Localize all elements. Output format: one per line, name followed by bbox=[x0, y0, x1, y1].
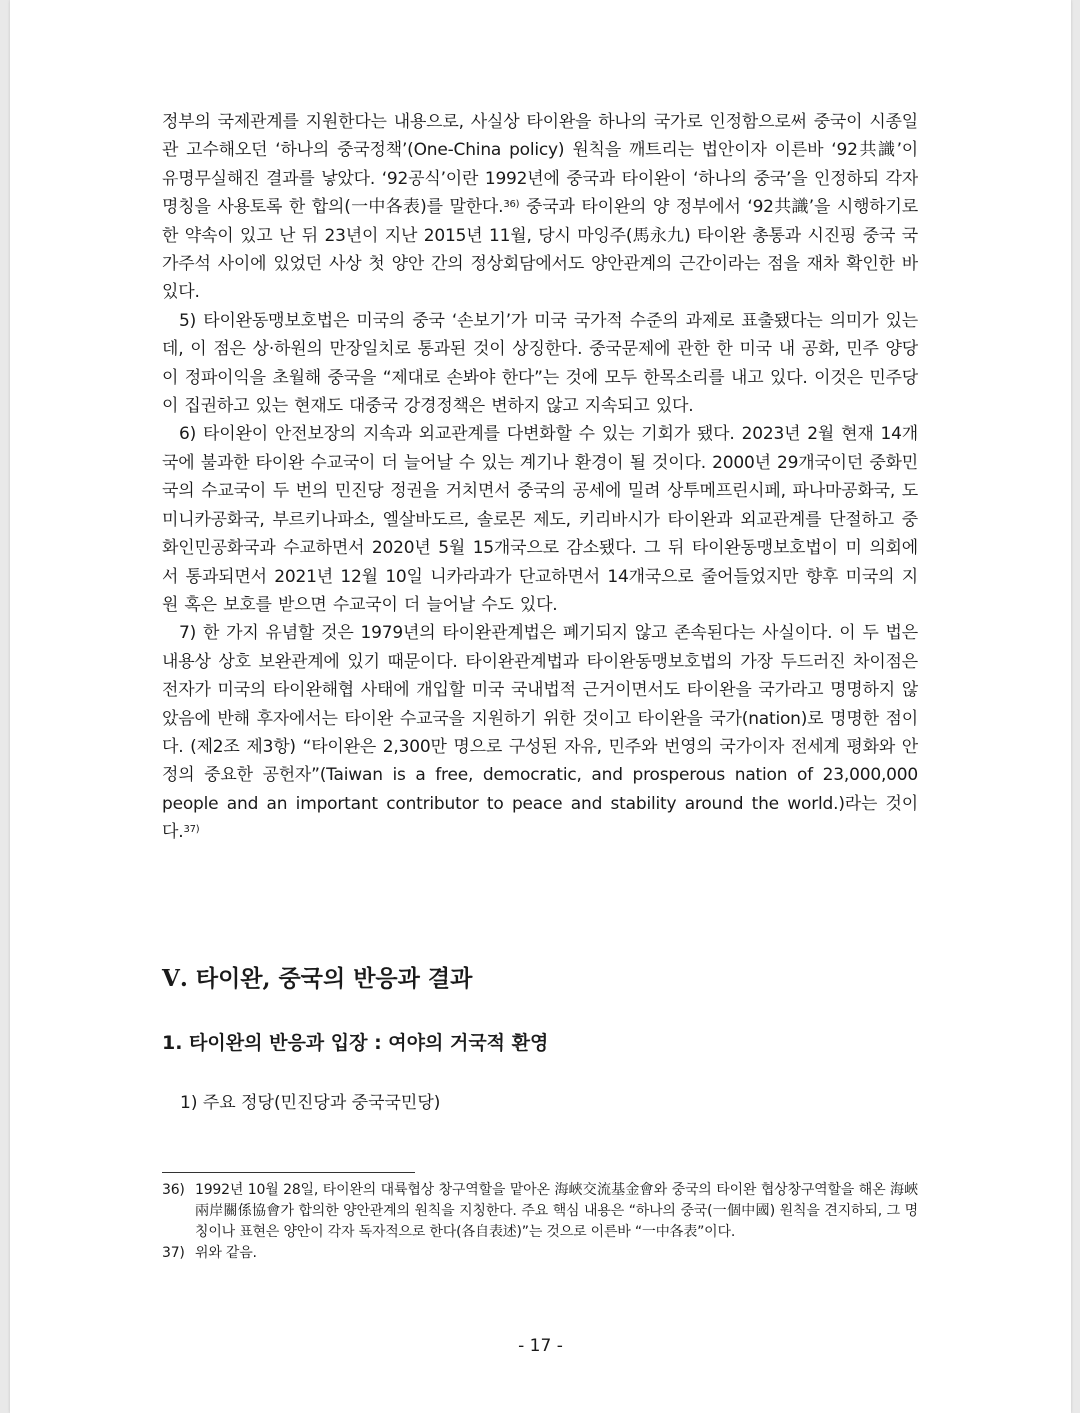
item-heading: 1) 주요 정당(민진당과 중국국민당) bbox=[180, 1093, 441, 1113]
footnote-divider bbox=[162, 1172, 415, 1173]
section-heading: Ⅴ. 타이완, 중국의 반응과 결과 bbox=[162, 965, 473, 992]
footnote-item bbox=[162, 1243, 918, 1264]
paragraph-5: 5) 타이완동맹보호법은 미국의 중국 ‘손보기’가 미국 국가적 수준의 과제로 표출됐다는 의미가 있는데, 이 점은 상·하원의 만장일치로 통과된 것이 상징한다. 중국문제에 관한 한 미국 내 공화, 민주 양당이 정파이익을 초월해 중국을 “제대로 손봐야 한다”는 것에 모두 한목소리를 내고 있다. 이것은 민주당이 집권하고 있는 현재도 대중국 강경정책은 변하지 않고 지속되고 있다. bbox=[162, 310, 918, 417]
paragraph-6: 6) 타이완이 안전보장의 지속과 외교관계를 다변화할 수 있는 기회가 됐다. 2023년 2월 현재 14개국에 불과한 타이완 수교국이 더 늘어날 수 있는 계기나 환경이 될 것이다. 2000년 29개국이던 중화민국의 수교국이 두 번의 민진당 정권을 거치면서 중국의 공세에 밀려 상투메프린시페, 파나마공화국, 도미니카공화국, 부르키나파소, 엘살바도르, 솔로몬 제도, 키리바시가 타이완과 외교관계를 단절하고 중화인민공화국과 수교하면서 2020년 5월 15개국으로 감소됐다. 그 뒤 타이완동맹보호법이 미 의회에서 통과되면서 2021년 12월 10일 니카라과가 단교하면서 14개국으로 줄어들었지만 향후 미국의 지원 혹은 보호를 받으면 수교국이 더 늘어날 수도 있다. bbox=[162, 424, 918, 615]
footnote-number: 37) bbox=[162, 1245, 185, 1261]
footnote-number: 36) bbox=[162, 1182, 185, 1198]
paragraph-intro bbox=[162, 108, 918, 307]
footnote-text: 위와 같음. bbox=[195, 1245, 257, 1261]
subsection-heading: 1. 타이완의 반응과 입장 : 여야의 거국적 환영 bbox=[162, 1032, 549, 1054]
paragraph-intro-text-cont: 중국과 타이완의 양 정부에서 ‘92共識’을 시행하기로 한 약속이 있고 난 뒤 23년이 지난 2015년 11월, 당시 마잉주(馬永九) 타이완 총통과 시진핑 중국 국가주석 사이에 있었던 사상 첫 양안 간의 정상회담에서도 양안관계의 근간이라는 점을 재차 확인한 바 있다. bbox=[162, 197, 918, 303]
footnote-text: 1992년 10월 28일, 타이완의 대륙협상 창구역할을 맡아온 海峽交流基金會와 중국의 타이완 협상창구역할을 해온 海峽兩岸關係協會가 합의한 양안관계의 원칙을 지칭한다. 주요 핵심 내용은 “하나의 중국(一個中國) 원칙을 견지하되, 그 명칭이나 표현은 양안이 각자 독자적으로 한다(各自表述)”는 것으로 이른바 “一中各表”이다. bbox=[195, 1182, 918, 1240]
footnote-ref-37[interactable]: 37) bbox=[183, 824, 200, 836]
paragraph-intro-text: 정부의 국제관계를 지원한다는 내용으로, 사실상 타이완을 하나의 국가로 인정함으로써 중국이 시종일관 고수해오던 ‘하나의 중국정책’(One-China policy) 원칙을 깨트리는 법안이자 이른바 ‘92共識’이 유명무실해진 결과를 낳았다. ‘92공식’이란 1992년에 중국과 타이완이 ‘하나의 중국’을 인정하되 각자 명칭을 사용토록 한 합의(一中各表)를 말한다. bbox=[162, 112, 918, 218]
footnotes bbox=[162, 1180, 918, 1264]
page-number: - 17 - bbox=[518, 1336, 563, 1356]
document-page bbox=[10, 0, 1071, 1413]
body-text bbox=[162, 108, 918, 847]
paragraph-7 bbox=[162, 619, 918, 846]
footnote-item bbox=[162, 1180, 918, 1243]
footnote-ref-36[interactable]: 36) bbox=[503, 199, 520, 211]
paragraph-7-text: 7) 한 가지 유념할 것은 1979년의 타이완관계법은 폐기되지 않고 존속된다는 사실이다. 이 두 법은 내용상 상호 보완관계에 있기 때문이다. 타이완관계법과 타이완동맹보호법의 가장 두드러진 차이점은 전자가 미국의 타이완해협 사태에 개입할 미국 국내법적 근거이면서도 타이완을 국가라고 명명하지 않았음에 반해 후자에서는 타이완 수교국을 지원하기 위한 것이고 타이완을 국가(nation)로 명명한 점이다. (제2조 제3항) “타이완은 2,300만 명으로 구성된 자유, 민주와 번영의 국가이자 전세계 평화와 안정의 중요한 공헌자”(Taiwan is a free, democratic, and prosperous nation of 23,000,000 people and an important contributor to peace and stability around the world.)라는 것이다. bbox=[162, 623, 918, 843]
